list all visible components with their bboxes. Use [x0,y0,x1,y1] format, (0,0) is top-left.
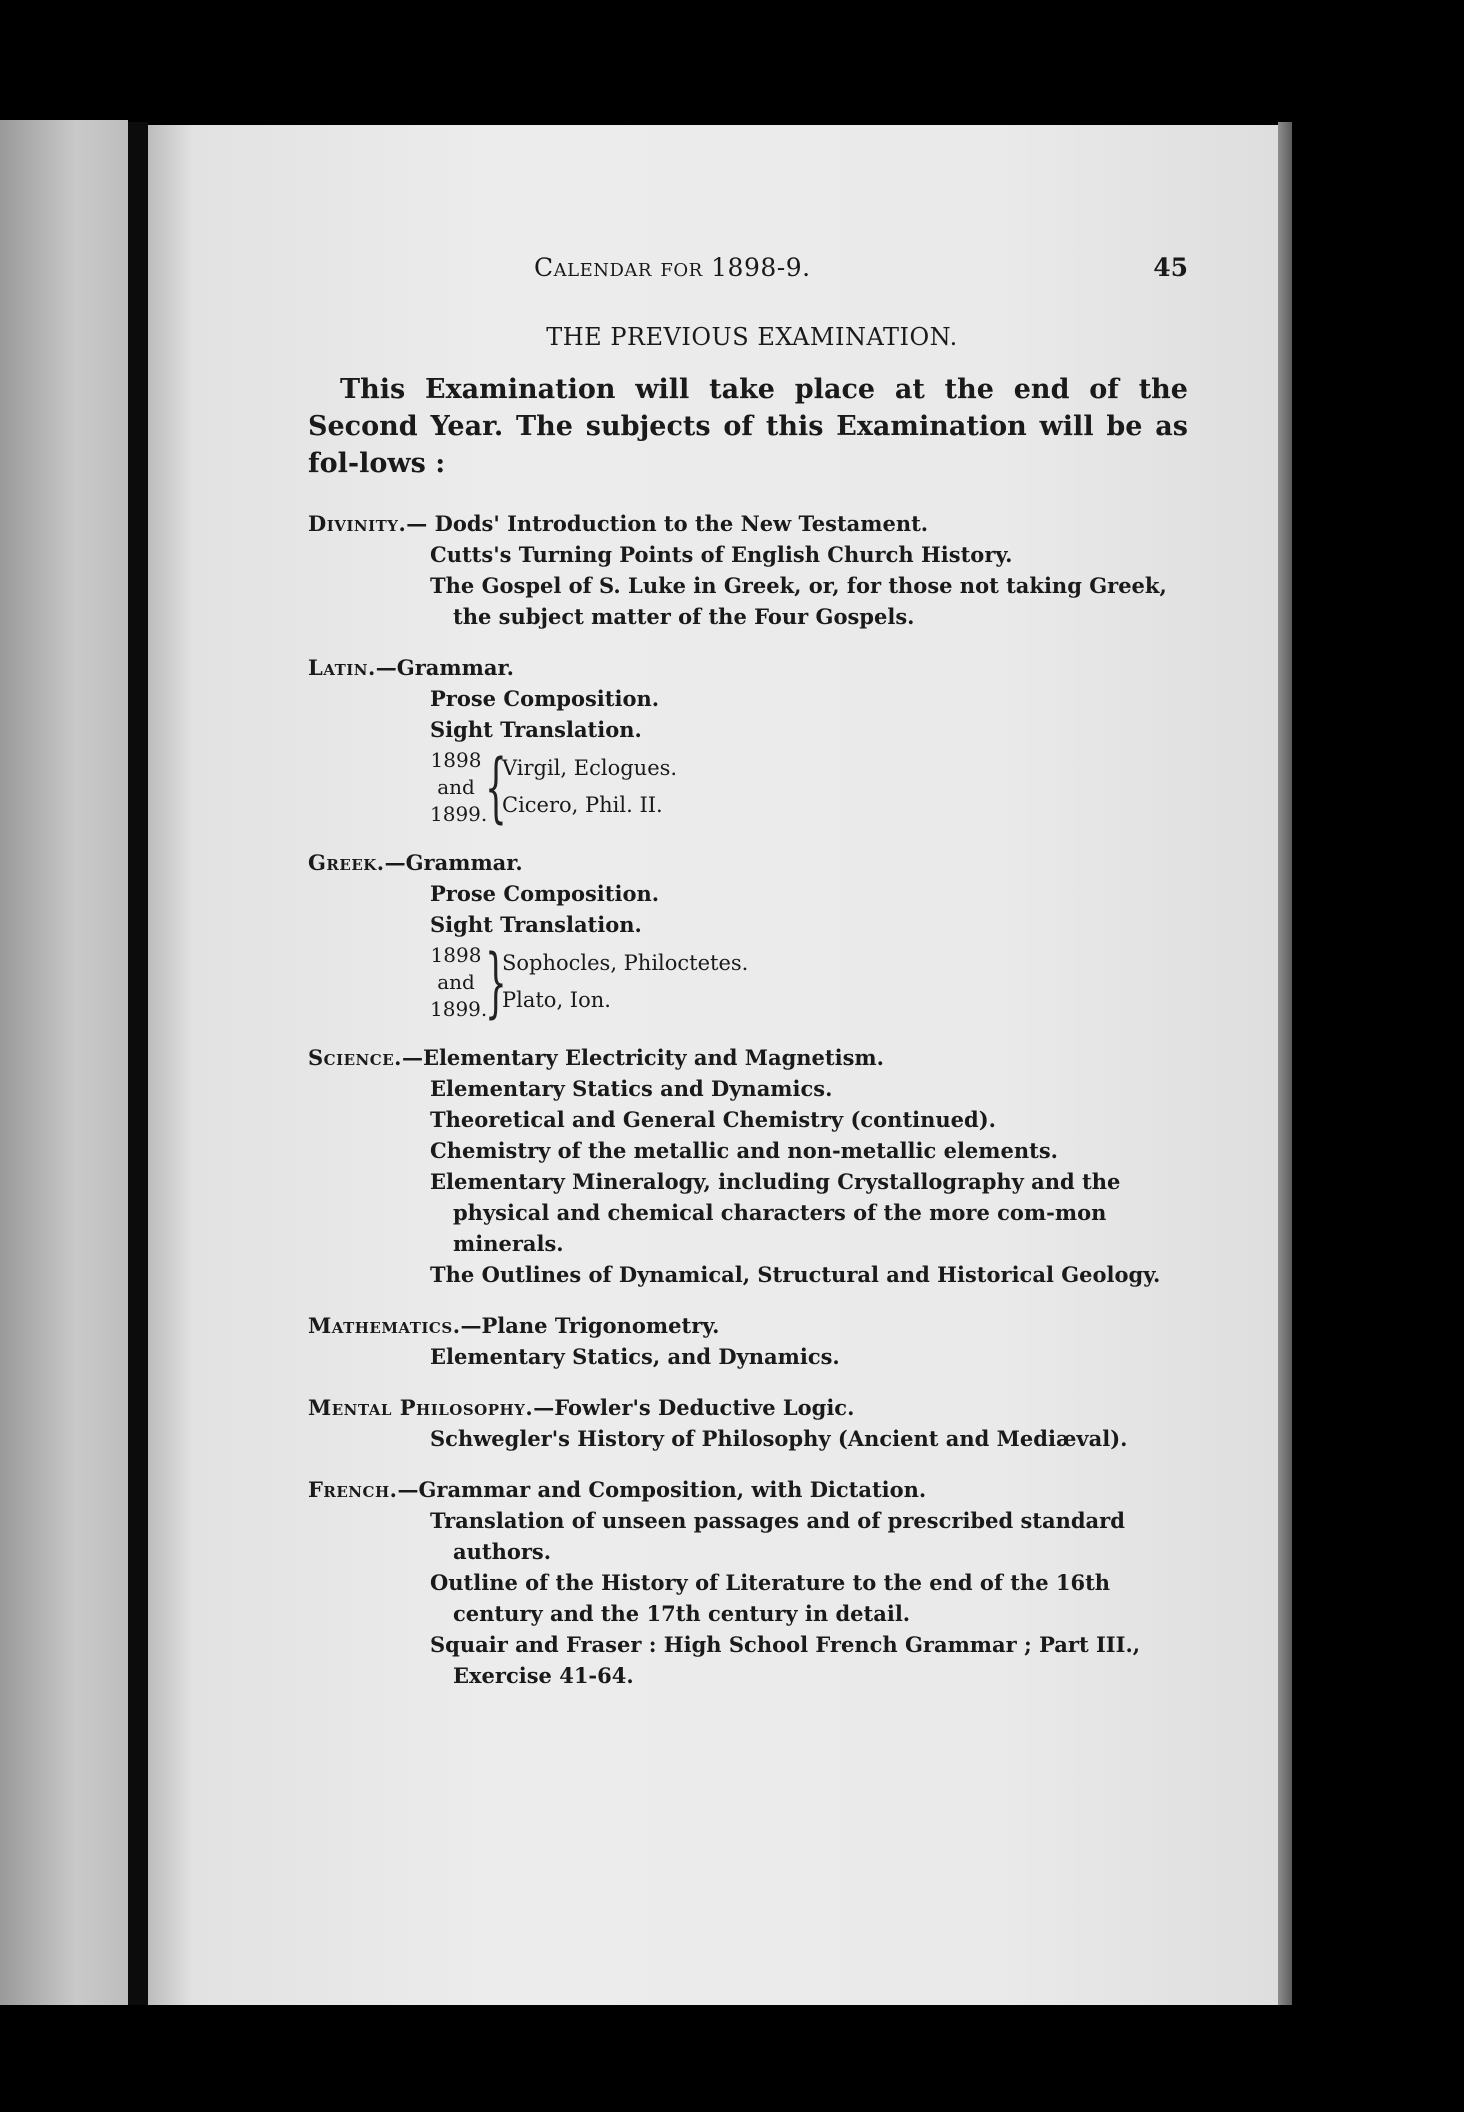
subject-label: Greek. [308,850,385,875]
subject-item: Prose Composition. [430,881,660,906]
subject-heading [308,1474,1188,1505]
page-fore-edge [1278,122,1292,2005]
subject-mental-philosophy [308,1392,1188,1454]
page-number: 45 [1153,253,1188,282]
subject-item: Outline of the History of Literature to the end of the 16th century and the 17th century in detail. [430,1570,1111,1626]
book-gutter [128,122,148,2005]
subject-label: Latin. [308,655,376,680]
prescribed-texts [430,742,1188,831]
adjacent-page-edge [0,120,128,2005]
brace-glyph: { [484,742,507,831]
subject-item: Squair and Fraser : High School French Grammar ; Part III., Exercise 41-64. [430,1632,1141,1688]
prescribed-text: Plato, Ion. [502,988,611,1012]
subject-item: Prose Composition. [430,686,660,711]
subject-item: Theoretical and General Chemistry (continued). [430,1107,996,1132]
prescribed-text: Sophocles, Philoctetes. [502,951,749,975]
running-title: Calendar for 1898-9. [534,253,811,282]
subject-label: Mathematics. [308,1313,461,1338]
subject-item: — Dods' Introduction to the New Testament. [406,511,929,536]
years-range [430,942,488,1023]
subject-heading [308,1042,1188,1073]
years-range [430,747,488,828]
running-head [308,253,1188,293]
brace-glyph: } [484,937,507,1026]
subject-heading [308,1392,1188,1423]
subject-item: Sight Translation. [430,717,642,742]
subject-item: Sight Translation. [430,912,642,937]
subject-french [308,1474,1188,1691]
subject-item: —Elementary Electricity and Magnetism. [401,1045,884,1070]
prescribed-text: Cicero, Phil. II. [502,793,663,817]
year-start: 1898 [430,942,482,967]
subject-science [308,1042,1188,1290]
subject-item: The Gospel of S. Luke in Greek, or, for those not taking Greek, the subject matter of the Four Gospels. [430,573,1167,629]
subject-heading [308,652,1188,683]
subject-label: Mental Philosophy. [308,1395,534,1420]
text-list [502,750,677,824]
subject-label: French. [308,1477,398,1502]
year-end: 1899. [430,801,488,826]
year-start: 1898 [430,747,482,772]
subject-item: Cutts's Turning Points of English Church History. [430,542,1013,567]
subject-item: —Grammar. [375,655,514,680]
page-content [308,125,1188,1691]
subject-item: —Plane Trigonometry. [460,1313,720,1338]
section-title: THE PREVIOUS EXAMINATION. [546,323,958,351]
subject-item: The Outlines of Dynamical, Structural and Historical Geology. [430,1262,1161,1287]
subject-heading [308,1310,1188,1341]
subject-label: Divinity. [308,511,407,536]
year-end: 1899. [430,996,488,1021]
subject-heading [308,847,1188,878]
subject-item: Elementary Statics and Dynamics. [430,1076,833,1101]
year-conjunction: and [437,774,475,799]
intro-paragraph: This Examination will take place at the end of the Second Year. The subjects of this Examination will be as fol-lows : [308,374,1188,479]
subject-item: Elementary Mineralogy, including Crystallography and the physical and chemical characters of the more com-mon minerals. [430,1169,1121,1256]
subject-item: —Fowler's Deductive Logic. [533,1395,855,1420]
text-list [502,945,748,1019]
subject-item: Schwegler's History of Philosophy (Ancient and Mediæval). [430,1426,1128,1451]
subject-item: —Grammar and Composition, with Dictation. [397,1477,927,1502]
year-conjunction: and [437,969,475,994]
subject-divinity [308,508,1188,632]
book-page [148,125,1278,2005]
subject-item: Chemistry of the metallic and non-metallic elements. [430,1138,1058,1163]
subject-label: Science. [308,1045,402,1070]
subject-mathematics [308,1310,1188,1372]
subject-item: Elementary Statics, and Dynamics. [430,1344,840,1369]
subject-heading [308,508,1188,539]
subject-item: —Grammar. [384,850,523,875]
prescribed-texts [430,937,1188,1026]
prescribed-text: Virgil, Eclogues. [502,756,678,780]
subject-greek [308,847,1188,1026]
subject-item: Translation of unseen passages and of prescribed standard authors. [430,1508,1125,1564]
subject-latin [308,652,1188,831]
